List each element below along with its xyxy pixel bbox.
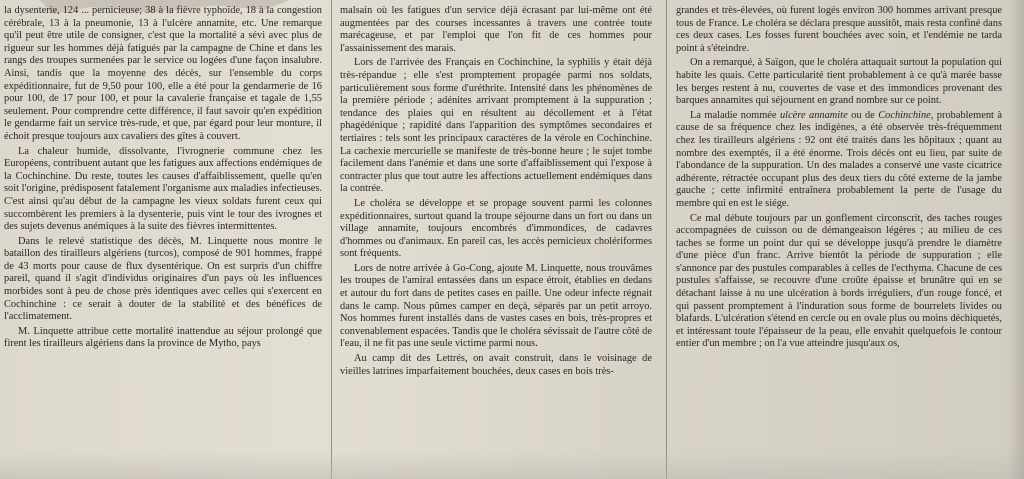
column-divider	[331, 0, 332, 479]
paragraph: La maladie nommée ulcère annamite ou de Cochinchine, probablement à cause de sa fréquence chez les indigènes, a été observée très-fréquemment chez les tirailleurs algériens : 92 ont été traités dans les hôpitaux ; quant au nombre des exemptés, il a été énorme. Trois décès ont eu lieu, par suite de l'abondance de la suppuration. Un des malades a conservé une vaste cicatrice adhérente, rétractée occupant plus des deux tiers du côté externe de la jambe gauche ; cette infirmité entraînera probablement la perte de l'usage du membre qui en est le siége.	[676, 109, 1002, 209]
paragraph: Lors de notre arrivée à Go-Cong, ajoute M. Linquette, nous trouvâmes les troupes de l'amiral entassées dans un espace étroit, établies en dedans et autour du fort dans de petites cases en paille. Une odeur infecte régnait dans le camp. Nous pûmes camper en deçà, séparés par un petit arroyo. Nos hommes furent installés dans de vastes cases en bois, très-propres et convenablement espacées. Tandis que le choléra sévissait de l'autre côté de l'eau, il ne fit pas une seule victime parmi nous.	[340, 262, 652, 350]
paper-edge-shadow	[1008, 0, 1024, 479]
paragraph: La chaleur humide, dissolvante, l'ivrognerie commune chez les Européens, contribuent autant que les fatigues aux affections endémiques de la Cochinchine. Du reste, toutes les causes d'affaiblissement, quelle qu'en soit l'origine, prédisposent fatalement l'organisme aux maladies infectieuses. C'est ainsi qu'au début de la campagne les vieux soldats furent ceux qui succombèrent les premiers à la dysenterie, puis vint le tour des ivrognes et des sujets devenus anémiques à la suite des fièvres intermittentes.	[4, 145, 322, 233]
paragraph: Au camp dit des Lettrés, on avait construit, dans le voisinage de vieilles latrines imparfaitement bouchées, deux cases en bois très-	[340, 353, 652, 377]
italic-term: ulcère annamite	[779, 109, 848, 121]
paragraph: la dysenterie, 124 ... pernicieuse; 38 à la fièvre typhoïde, 18 à la congestion cérébrale, 13 à la pneumonie, 13 à l'ulcère annamite, etc. Une remarque qu'il peut être utile de consigner, c'est que la mortalité a sévi avec plus de rigueur sur les hommes déjà fatigués par la campagne de Chine et dans les rangs des troupes surmenées par le service ou logées d'une façon insalubre. Ainsi, tandis que la moyenne des décès, sur l'ensemble du corps expéditionnaire, fut de 9,50 pour 100, elle a été pour la gendarmerie de 16 pour 100, de 17 pour 100, et pour la cavalerie française et tagale de 1,55 seulement. Pour comprendre cette différence, il faut savoir qu'en expédition le gendarme fait un service très-rude, et que, par égard pour leur monture, il échoit presque toujours aux cavaliers des gîtes à couvert.	[4, 5, 322, 142]
paragraph: Lors de l'arrivée des Français en Cochinchine, la syphilis y était déjà très-répandue ; elle s'est promptement propagée parmi nos soldats, particulièrement sous forme d'uréthrite. Intensité dans les phénomènes de la première période ; adénites arrivant promptement à la suppuration ; tendance des plaies qui en résultent au décollement et à l'état phagédénique ; rapidité dans l'apparition des symptômes secondaires et tertiaires : tels sont les principaux caractères de la vérole en Cochinchine. La cachexie mercurielle se manifeste de très-bonne heure ; le sujet tombe facilement dans l'anémie et dans une sorte d'affaiblissement qui l'expose à contracter plus que tout autre les affections actuellement endémiques dans la contrée.	[340, 57, 652, 195]
paragraph: Dans le relevé statistique des décès, M. Linquette nous montre le bataillon des tirailleurs algériens (turcos), composé de 901 hommes, frappé de 43 morts pour cause de flux dysentérique. On est surpris d'un chiffre pareil, quand il s'agit d'individus originaires d'un pays où les influences morbides sont à peu de chose près identiques avec celles qui s'exercent en Cochinchine : ce serait à douter de la stabilité et des bénéfices de l'acclimatement.	[4, 235, 322, 323]
paragraph: Ce mal débute toujours par un gonflement circonscrit, des taches rouges accompagnées de cuisson ou de démangeaison légères ; au milieu de ces taches se forme un point dur qui se développe jusqu'à prendre le diamètre d'une pièce d'un franc. Arrive bientôt la période de suppuration ; elle s'annonce par des pustules comparables à celles de l'ecthyma. Chacune de ces pustules s'affaisse, se recouvre d'une croûte épaisse et brunâtre qui en se détachant laisse à nu une ulcération à bords irréguliers, d'un rouge foncé, et qui passent promptement à l'induration sous forme de bourrelets livides ou blafards. L'ulcération s'étend en cercle ou en ovale plus ou moins déchiquetés, et intéressant toute l'épaisseur de la peau, elle envahit quelquefois le contour entier d'un membre ; on l'a vue atteindre jusqu'aux os,	[676, 212, 1002, 350]
paragraph: On a remarqué, à Saïgon, que le choléra attaquait surtout la population qui habite les quais. Cette particularité tient probablement à ce qu'à marée basse les berges restent à nu, couvertes de vase et des immondices provenant des barques annamites qui séjournent en grand nombre sur ce point.	[676, 57, 1002, 107]
paragraph: Le choléra se développe et se propage souvent parmi les colonnes expéditionnaires, surtout quand la troupe séjourne dans un fort ou dans un village annamite, toujours encombrés d'immondices, de cadavres d'hommes ou d'animaux. En pareil cas, les accès pernicieux cholériformes sont fréquents.	[340, 197, 652, 260]
paragraph: malsain où les fatigues d'un service déjà écrasant par lui-même ont été augmentées par des courses incessantes à travers une contrée toute marécageuse, et par l'emploi que l'on fit de ces hommes pour l'assainissement des marais.	[340, 5, 652, 54]
text-column-2	[340, 5, 652, 479]
italic-term: Cochinchine	[878, 109, 931, 121]
paragraph: M. Linquette attribue cette mortalité inattendue au séjour prolongé que firent les tirailleurs algériens dans la province de Mytho, pays	[4, 325, 322, 350]
column-divider	[666, 0, 667, 479]
text-column-3	[676, 5, 1002, 479]
paragraph: grandes et très-élevées, où furent logés environ 300 hommes arrivant presque tous de France. Le choléra se déclara presque aussitôt, mais resta confiné dans ces deux cases. Les fosses furent bouchées avec soin, et l'endémie ne tarda point à s'éteindre.	[676, 5, 1002, 54]
text-column-1	[4, 5, 322, 479]
